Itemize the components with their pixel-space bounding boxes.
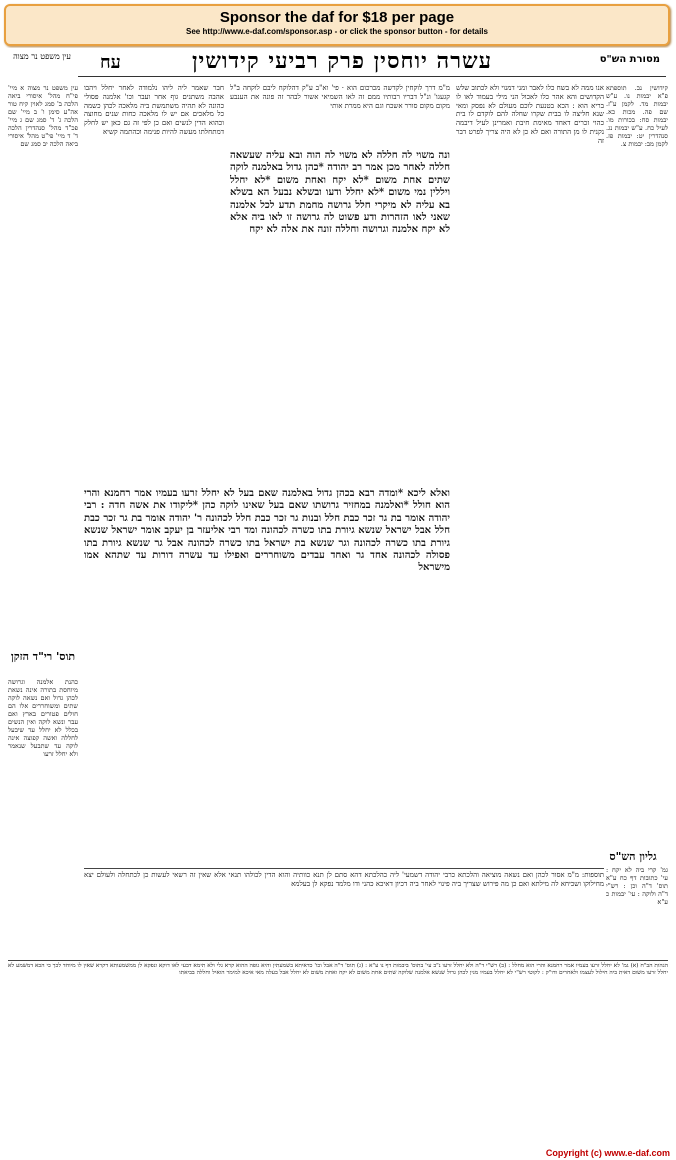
sponsor-subtitle[interactable]: See http://www.e-daf.com/sponsor.asp - or click the sponsor button - for details [186,27,488,36]
gilyon-hashas-text: גמ' קרי ביה לא יקח : עי' כתובות דף כח ע"א תוס' ד"ה וכן : רש"י ד"ה ולוקה : עי' יבמות כ ע"א [606,866,668,906]
sponsor-title[interactable]: Sponsor the daf for $18 per page [219,9,455,26]
rashi-column: אנו ממה לא בשח כלו לאבר ומני דמנוי ולא לכתוב שלש הקדושים והא אהר כלו לאכול הני מילי בעמוד לאו לו בריא הוא : הכא בטנעת לוכם מעולם לא נפסק ומאי שנא חליצה לו בבית שקרו שחלה להם לוקדם לו בית כהוי זכרים דאחד מאימת חיבת ואמרינן לעיל דיבמה נקנית לו מן התורה ואם לא כן לא היה צריך לפרט דבר זה [456,84,604,145]
talmud-page-scan [2,48,674,1148]
gemara-wide-text: ואלא ליכא *ומדה רבא בכהן גדול באלמנה שאם בעל לא יחלל זרעו בעמיו אמר רחמנא והרי הוא חולל *ואלמנה במחזיר גרושתו שאם בעל שאינו לוקה כהן *ליקודו את אשה חדה : רבי יהודה אומר בת גר זכר כבת חלל ובנות גר זכר כבת חלל לכהונה ר' יהודה אומר בת גר זכר כבת חלל אבל ישראל שנשא גיורת בתו כשרה לכהונה ומד רבי אליעזר בן יעקב אומר ישראל שנשא גיורת בתו כשרה לכהונה וגר שנשא בת ישראל בתו כשרה לכהונה אבל גר שנשא גיורת בתו פסולה לכהונה אחד גר ואחד עבדים משוחררים ואפילו עד עשרה דורות עד שתהא אמו מישראל [84,488,450,574]
tosafot-bottom-block: תוספות: מ"מ אסור לכהן ואם נשאה מוציאה והלכתא כרבי יהודה דשמעי' ליה כהלכתא דהא סתם לן תנא כוותיה והוא הדין לכולהו תנאי אלא שאין זה רשאי לעשות כן לכתחלה ולעולם יצא מחילוקו ושכיחא לה מילתא ואם כן מה פירוש שצריך ביה פינוי לאחר ביה דכיון דאיכא כהני ודו מלמד נפקא לן בעלמא [84,868,604,959]
copyright-link[interactable]: Copyright (c) www.e-daf.com [545,1148,670,1158]
ein-mishpat-column: עין משפט נר מצוה א מיי' פי"ח מהל' איסורי ביאה הלכה ב' סמג לאוין קיח טור אה"ע סימן ו' ב מיי' שם הלכה ג' ד' סמג שם ג מיי' פכ"ד מהל' סנהדרין הלכה ד' ד מיי' פי"ט מהל' איסורי ביאה הלכה יב סמג שם [8,84,78,148]
commentary-footnotes: הגהות הב"ח (א) גמ' לא יחלל זרעו בעמיו אמר רחמנא והרי הוא מחלל : (ב) רש"י ד"ה ולא יחלל זרעו נ"ב עי' בתוס' ביבמות דף נו ע"א : (ג) תוס' ד"ה אבל וכו' כדאיתא בשמעתין והיא גופה ההוא קרא גלי ולא תימא דבעי לאו דוקא ונפקא לן ממשמעותא דקרא שאין לו מיוחד לכך כי הכא דמשמע לא יחלל זרעו משום דאית ביה חילול לעצמו ולאחרים ודו"ק : לקוטי רש"י לא יחלל בעמיו מנין לכהן גדול שנשא אלמנה שלוקה שתים אחת משום לא יקח ואחת משום לא יחלל אבל בעלה מאי איכא למימר הואיל וחללה בביאתו [8,960,668,1145]
page-title: עשרה יוחסין פרק רביעי קידושין [191,48,493,74]
rashi-top-block: מ"מ דרך לוקחין לקדשה מכרכום הוא · פי' וא"ב ע"ק דהלוקח ליבם לוקחה ב"ל קגעגו' ונ"ל דבריו רבותיו ממם זה לאו השמיאי אשור לבהר זה פונה את הענבע מקום מקום סורר אשכח וגם היא ממרת אותי [230,84,450,110]
tosfot-rid-column: כהנת אלמנה וגרושה מיוחסת בתורה אינה נשאת לכהן גדול ואם נשאה לוקה שתים ומשוחררים אלו הם חולים פטורים בארץ ואם עבר ונשא לוקה ואין הנשים בכלל לא יחלל עד שיבעל לחללה ואשה קפוצה אינה לוקה עד שתבעל שנאמר ולא יחלל זרעו [8,678,78,758]
tosfot-rid-heading: תוס' רי"ד הזקן [10,650,76,663]
tosafot-column: חבר שאמר ליה ליהו נלמודה לאחר יחלל ויהבו אהבה משתנים גוף אחר ועבר וכו' אלמנה פסולי כהונה לא תהיה משתמשת ביה מלאכה לכהן כשמה כל מלאכים אם יש לו מלאכה כחות שנים מחוצה וכהוא הדין לנשים ואם כן לפי זה גם כאן יש לחלק דמתחלתו מעשה להיות פנימה וכהתמה קשיא [84,84,224,136]
folio-number: עח [100,52,121,73]
ein-mishpat-heading: עין משפט נר מצוה [13,52,71,61]
masoret-hashas-column: קידושין נב. תוספתא פ"א יבמות נו. ע"ש יבמות מד. לקמן ע"ז. שם פה. מכות כא. יבמות סח: בכורות מו. לעיל כח. ע"ש יבמות נג. סנהדרין יט: יבמות פז. לקמן מב: יבמות צ. [606,84,668,148]
sponsor-banner[interactable] [4,4,670,46]
header-divider [78,76,666,77]
gilyon-hashas-heading: גליון הש"ס [609,850,657,863]
header-right-label: מסורת הש"ס [599,54,660,65]
gemara-main-text: ונה משוי לה חללה לא משוי לה הוה ובא עליה שעשאה חללה לאחר מכן אמר רב יהודה *כהן גדול באלמנה לוקה שתים אחת משום *לא יקח ואחת משום *לא יחלל ויללין נמי משום *לא יחלל ודעו ובשלא נבעל הא בשלא בא עליה לא מיקרי חלל גרושה מחמת תדע לכל אלמנה שאני לאו הזהרות ודע פשוט לה גרושה זו לאו ביה אלא לא יקח אלמנה וגרושה וחללה זונה את אלה לא יקח [230,150,450,236]
